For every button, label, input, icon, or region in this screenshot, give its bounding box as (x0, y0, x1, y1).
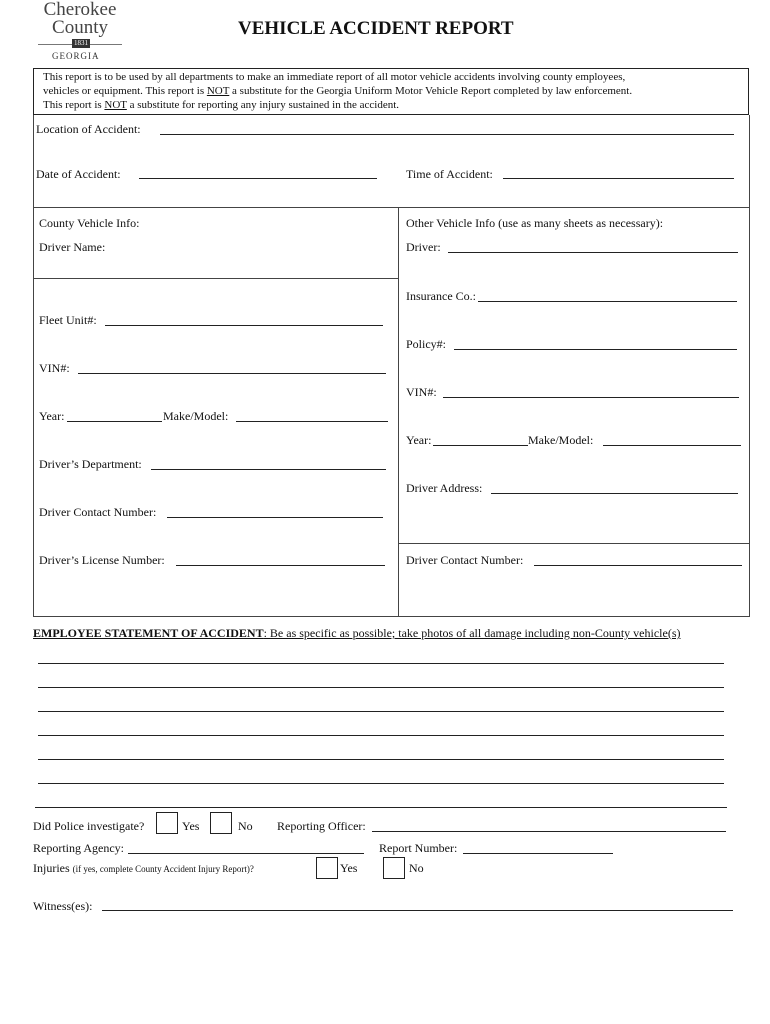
other-make-model-field[interactable] (603, 445, 741, 446)
police-yes-checkbox[interactable] (156, 812, 178, 834)
other-driver-contact-field[interactable] (534, 565, 742, 566)
logo-year-badge: 1831 (74, 39, 88, 47)
report-number-field[interactable] (463, 853, 613, 854)
notice-line3-not: NOT (104, 99, 127, 111)
county-year-field[interactable] (67, 421, 162, 422)
fleet-unit-label: Fleet Unit#: (39, 313, 97, 327)
policy-label: Policy#: (406, 337, 447, 351)
fleet-unit-field[interactable] (105, 325, 383, 326)
other-year-label: Year: (406, 433, 432, 447)
notice-line2 (43, 85, 632, 97)
statement-line-7[interactable] (35, 807, 727, 808)
notice-line1: This report is to be used by all departments to make an immediate report of all motor vehicle accidents involving county employees, (43, 71, 626, 83)
other-subdivider (398, 543, 750, 544)
section-divider (33, 207, 750, 208)
notice-line2-b: a substitute for the Georgia Uniform Motor Vehicle Report completed by law enforcement. (229, 85, 633, 97)
notice-line3-a: This report is (43, 99, 105, 111)
notice-box (33, 68, 749, 115)
county-vehicle-header: County Vehicle Info: (39, 216, 140, 230)
driver-address-label: Driver Address: (406, 481, 483, 495)
statement-line-1[interactable] (38, 663, 724, 664)
county-logo (30, 0, 130, 64)
county-year-label: Year: (39, 409, 65, 423)
police-yes-label: Yes (182, 819, 200, 833)
location-field[interactable] (160, 134, 734, 135)
county-subdivider (33, 278, 398, 279)
other-vin-field[interactable] (443, 397, 739, 398)
other-vehicle-header: Other Vehicle Info (use as many sheets as necessary): (406, 216, 664, 230)
injuries-yes-checkbox[interactable] (316, 857, 338, 879)
logo-state: GEORGIA (52, 51, 100, 61)
other-driver-label: Driver: (406, 240, 441, 254)
reporting-agency-label: Reporting Agency: (33, 841, 124, 855)
statement-instruction: : Be as specific as possible; take photos of all damage including non-County vehicle(s) (263, 626, 681, 640)
county-driver-contact-field[interactable] (167, 517, 383, 518)
policy-field[interactable] (454, 349, 737, 350)
witness-field[interactable] (102, 910, 733, 911)
other-driver-field[interactable] (448, 252, 738, 253)
injuries-no-label: No (409, 861, 424, 875)
county-driver-name-label: Driver Name: (39, 240, 106, 254)
insurance-field[interactable] (478, 301, 737, 302)
reporting-officer-field[interactable] (372, 831, 726, 832)
statement-line-5[interactable] (38, 759, 724, 760)
logo-line2: County (52, 17, 108, 38)
notice-line2-a: vehicles or equipment. This report is (43, 85, 207, 97)
driver-address-field[interactable] (491, 493, 738, 494)
reporting-officer-label: Reporting Officer: (277, 819, 366, 833)
statement-line-3[interactable] (38, 711, 724, 712)
injuries-no-checkbox[interactable] (383, 857, 405, 879)
injuries-note: (if yes, complete County Accident Injury Report)? (72, 864, 254, 874)
accident-details-box (33, 115, 750, 617)
county-vin-label: VIN#: (39, 361, 70, 375)
police-no-checkbox[interactable] (210, 812, 232, 834)
time-field[interactable] (503, 178, 734, 179)
date-field[interactable] (139, 178, 377, 179)
statement-line-6[interactable] (38, 783, 724, 784)
injuries-label: Injuries (33, 861, 70, 875)
notice-line2-not: NOT (206, 85, 230, 97)
location-label: Location of Accident: (36, 122, 141, 136)
witness-label: Witness(es): (33, 899, 93, 913)
injuries-row (33, 861, 254, 876)
column-divider (398, 207, 399, 617)
county-vin-field[interactable] (78, 373, 386, 374)
time-label: Time of Accident: (406, 167, 493, 181)
report-number-label: Report Number: (379, 841, 458, 855)
police-question-label: Did Police investigate? (33, 819, 145, 833)
injuries-yes-label: Yes (340, 861, 358, 875)
notice-line3-b: a substitute for reporting any injury sustained in the accident. (126, 99, 400, 111)
county-make-model-label: Make/Model: (163, 409, 229, 423)
statement-heading-row (33, 626, 681, 641)
statement-line-2[interactable] (38, 687, 724, 688)
driver-license-label: Driver’s License Number: (39, 553, 165, 567)
police-no-label: No (238, 819, 253, 833)
statement-heading: EMPLOYEE STATEMENT OF ACCIDENT (33, 626, 264, 640)
notice-line3 (43, 99, 399, 111)
insurance-label: Insurance Co.: (406, 289, 476, 303)
date-label: Date of Accident: (36, 167, 121, 181)
other-driver-contact-label: Driver Contact Number: (406, 553, 524, 567)
driver-department-field[interactable] (151, 469, 386, 470)
driver-license-field[interactable] (176, 565, 385, 566)
other-make-model-label: Make/Model: (528, 433, 594, 447)
logo-line1: Cherokee (43, 0, 117, 20)
county-make-model-field[interactable] (236, 421, 388, 422)
reporting-agency-field[interactable] (128, 853, 364, 854)
driver-department-label: Driver’s Department: (39, 457, 142, 471)
other-year-field[interactable] (433, 445, 528, 446)
statement-line-4[interactable] (38, 735, 724, 736)
page-title: VEHICLE ACCIDENT REPORT (238, 18, 514, 39)
other-vin-label: VIN#: (406, 385, 437, 399)
county-driver-contact-label: Driver Contact Number: (39, 505, 157, 519)
